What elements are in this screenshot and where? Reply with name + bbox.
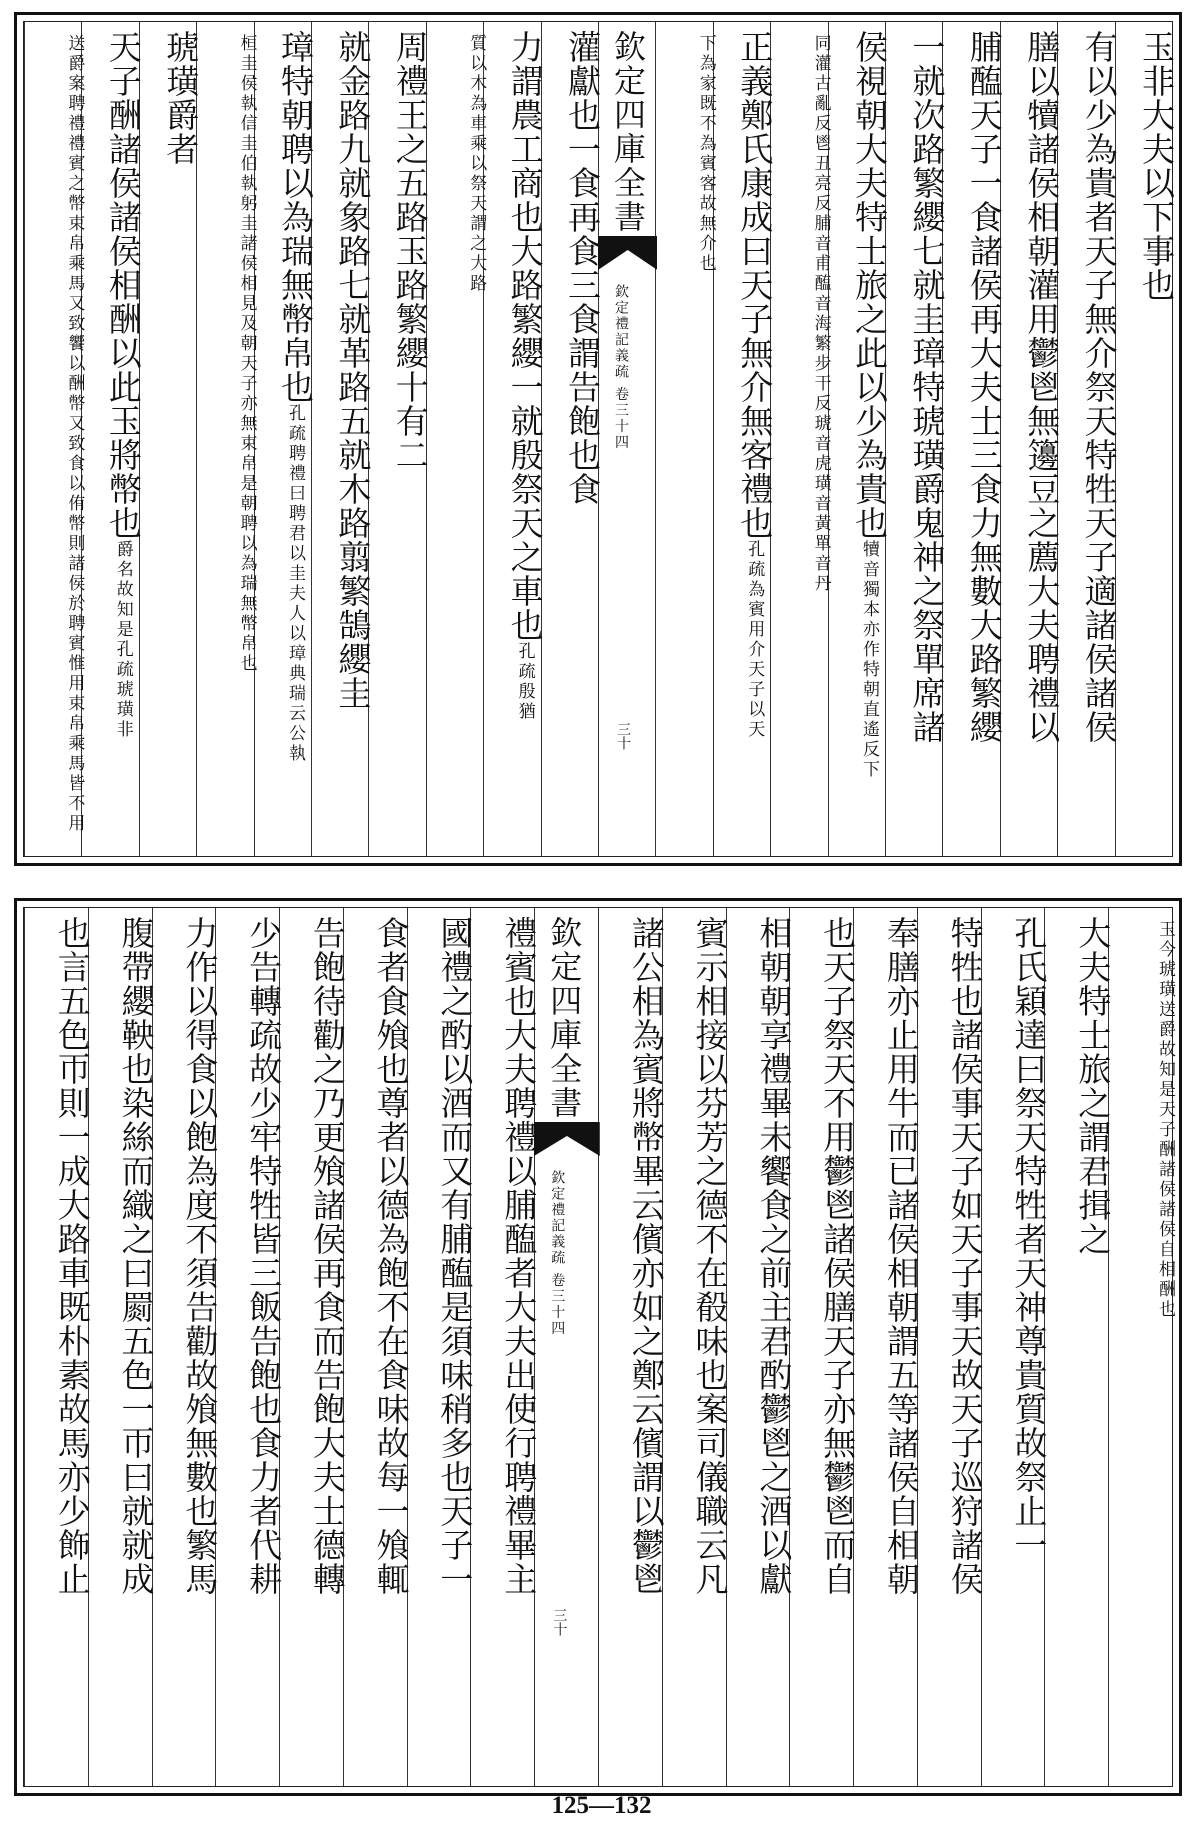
annotation-text: 玉今琥璜送爵故知是天子酬諸侯諸侯自相酬也 (1154, 920, 1175, 1320)
main-text: 食者食飧也尊者以德為飽不在食味故每一飧輒 (371, 916, 411, 1596)
volume-note: 欽定禮記義疏 卷三十四 (613, 284, 629, 451)
main-text: 奉膳亦止用牛而已諸侯相朝謂五等諸侯自相朝 (881, 916, 921, 1596)
main-text: 告飽待勸之乃更飧諸侯再食而告飽大夫士德轉 (307, 916, 347, 1596)
annotation-text: 送爵案聘禮禮賓之幣束帛乘馬又致饗以酬幣又致食以侑幣則諸侯於聘賓惟用束帛乘馬皆不用 (64, 34, 85, 834)
main-text: 玉非大夫以下事也 (1136, 30, 1176, 302)
main-text: 禮賓也大夫聘禮以脯醢者大夫出使行聘禮畢主 (499, 916, 539, 1596)
annotation-text: 爵名故知是孔疏琥璜非 (112, 540, 133, 740)
main-text: 琥璜爵者 (161, 30, 201, 166)
main-text: 相朝朝享禮畢未饗食之前主君酌鬱鬯之酒以獻 (754, 916, 794, 1596)
main-text: 周禮王之五路玉路繁纓十有二 (390, 30, 430, 472)
main-text: 國禮之酌以酒而又有脯醢是須味稍多也天子一 (435, 916, 475, 1596)
annotation-text: 下為家既不為賓客故無介也 (695, 34, 716, 274)
leaf-number: 三十 (551, 1608, 568, 1636)
main-text: 諸公相為賓將幣畢云儐亦如之鄭云儐謂以鬱鬯 (626, 916, 666, 1596)
main-text: 侯視朝大夫特士旅之此以少為貴也 (849, 30, 889, 540)
main-text: 璋特朝聘以為瑞無幣帛也 (275, 30, 315, 404)
bottom-page-frame (14, 898, 1182, 1796)
main-text: 特牲也諸侯事天子如天子事天故天子巡狩諸侯 (945, 916, 985, 1596)
annotation-text: 質以木為車乘以祭天謂之大路 (466, 34, 487, 294)
main-text: 腹帶纓鞅也染絲而織之曰罽五色一帀曰就就成 (116, 916, 156, 1596)
book-title: 欽定四庫全書 (609, 30, 647, 234)
annotation-text: 孔疏為賓用介天子以天 (744, 540, 765, 740)
annotation-text: 孔疏聘禮曰聘君以圭夫人以璋典瑞云公執 (284, 404, 305, 764)
bottom-page-body (23, 907, 1173, 1787)
top-page-body (23, 21, 1176, 857)
main-text: 也天子祭天不用鬱鬯諸侯膳天子亦無鬱鬯而自 (818, 916, 858, 1596)
main-text: 少告轉疏故少牢特牲皆三飯告飽也食力者代耕 (244, 916, 284, 1596)
main-text: 脯醢天子一食諸侯再大夫士三食力無數大路繁纓 (964, 30, 1004, 744)
main-text: 有以少為貴者天子無介祭天特牲天子適諸侯諸侯 (1079, 30, 1119, 744)
main-text: 力謂農工商也大路繁纓一就殷祭天之車也 (505, 30, 545, 642)
main-text: 大夫特士旅之謂君揖之 (1073, 916, 1113, 1256)
main-text: 天子酬諸侯諸侯相酬以此玉將幣也 (103, 30, 143, 540)
main-text: 膳以犢諸侯相朝灌用鬱鬯無籩豆之薦大夫聘禮以 (1022, 30, 1062, 744)
annotation-text: 孔疏殷猶 (514, 642, 535, 722)
annotation-text: 犢音獨本亦作特朝直遙反下 (858, 540, 879, 780)
leaf-number: 三十 (615, 722, 631, 750)
main-text: 灌獻也一食再食三食謂告飽也食 (562, 30, 602, 506)
volume-note: 欽定禮記義疏 卷三十四 (549, 1170, 566, 1337)
annotation-text: 同灌古亂反鬯丑亮反脯音甫醢音海繁步干反琥音虎璜音黃單音丹 (810, 34, 831, 594)
text-column (24, 22, 94, 856)
book-title: 欽定四庫全書 (545, 916, 584, 1120)
top-page-frame (14, 12, 1182, 866)
page-number-footer: 125—132 (551, 1792, 652, 1819)
main-text: 一就次路繁纓七就圭璋特琥璜爵鬼神之祭單席諸 (907, 30, 947, 744)
main-text: 力作以得食以飽為度不須告勸故飧無數也繁馬 (180, 916, 220, 1596)
main-text: 賓示相接以芬芳之德不在殽味也案司儀職云凡 (690, 916, 730, 1596)
main-text: 孔氏穎達曰祭天特牲者天神尊貴質故祭止一 (1009, 916, 1049, 1562)
text-column (655, 22, 725, 856)
text-column (598, 908, 678, 1786)
annotation-text: 桓圭侯執信圭伯執躬圭諸侯相見及朝天子亦無束帛是朝聘以為瑞無幣帛也 (236, 34, 257, 674)
main-text: 就金路九就象路七就革路五就木路翦繁鵠纓圭 (333, 30, 373, 710)
main-text: 也言五色帀則一成大路車既朴素故馬亦少飾止 (52, 916, 92, 1596)
text-column (24, 908, 104, 1786)
main-text: 正義鄭氏康成曰天子無介無客禮也 (735, 30, 775, 540)
